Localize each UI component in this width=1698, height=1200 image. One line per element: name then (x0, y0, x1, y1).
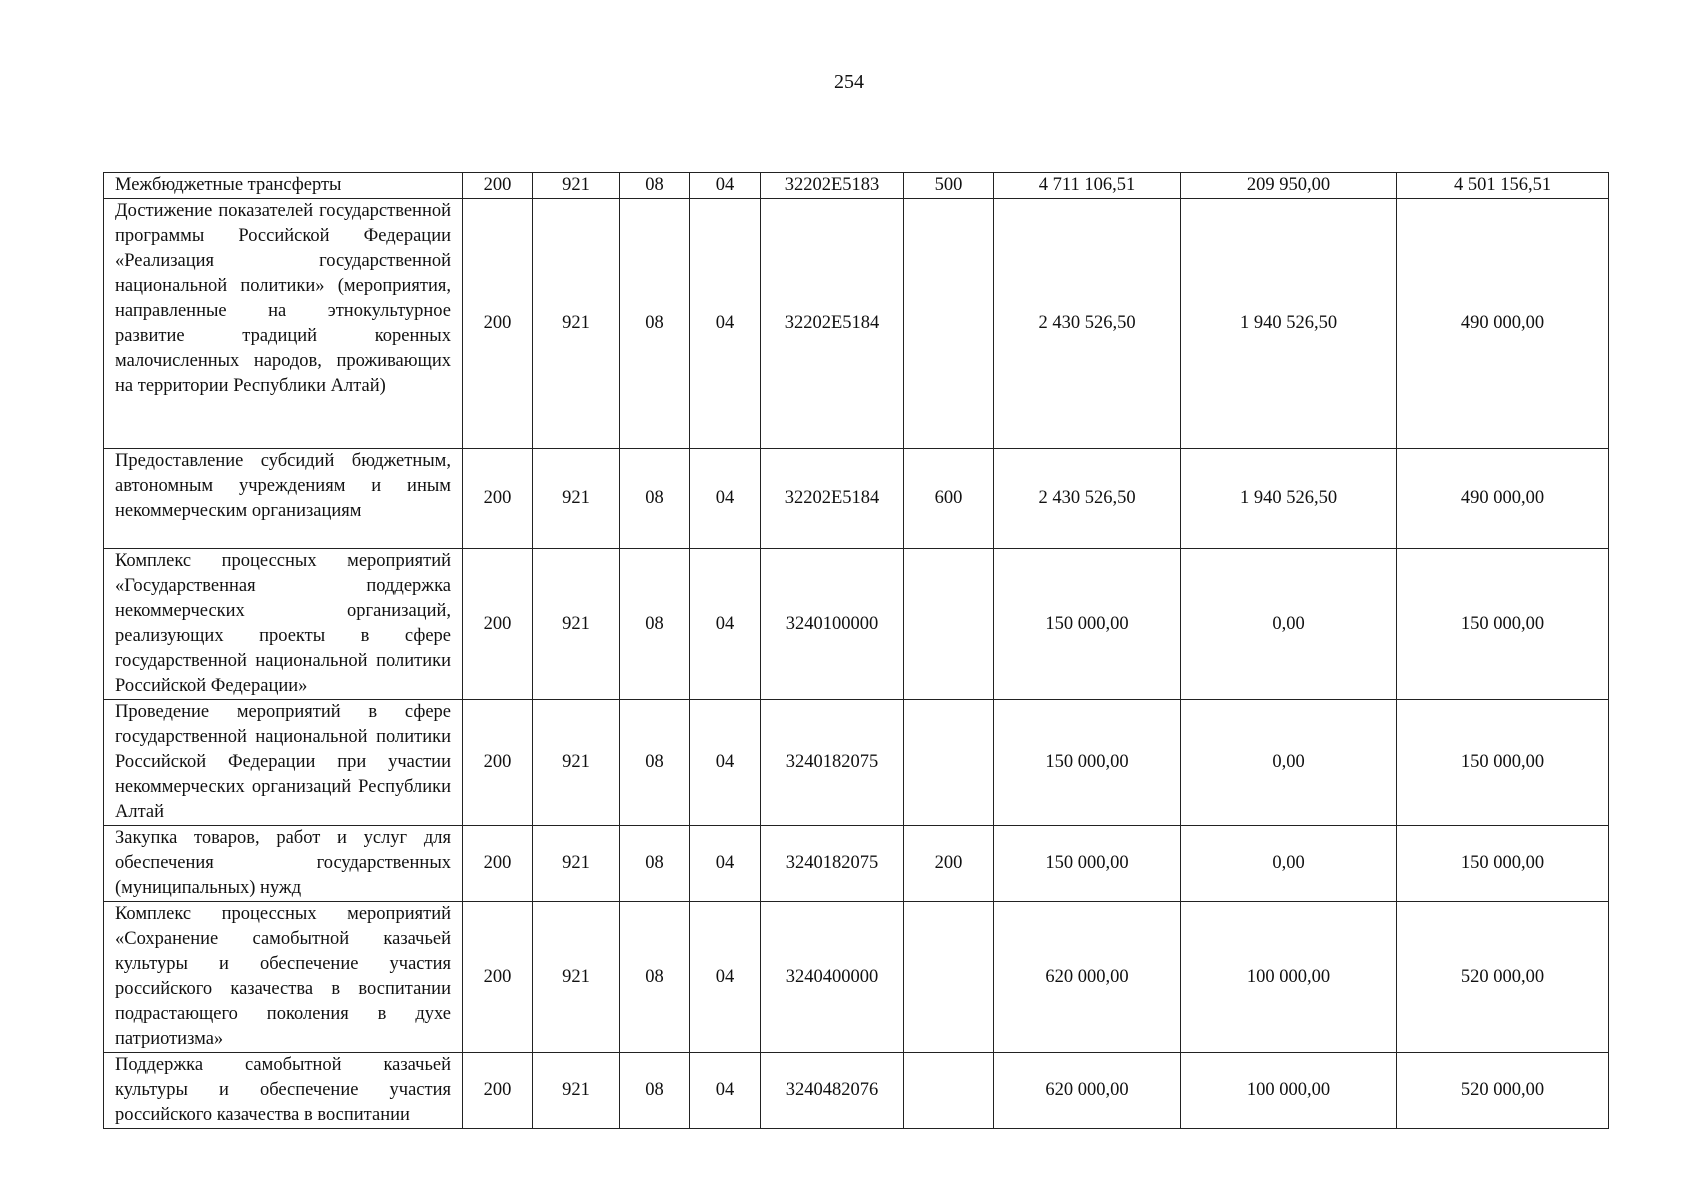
table-row (104, 902, 1609, 1053)
cell-expense-type: 600 (904, 449, 994, 549)
cell-amount-b: 4 501 156,51 (1397, 173, 1609, 199)
cell-code-3: 08 (620, 199, 690, 449)
row-name: Комплекс процессных мероприятий «Сохранение самобытной казачьей культуры и обеспечение участия российского казачества в воспитании подрастающего поколения в духе патриотизма» (104, 902, 463, 1053)
cell-code-3: 08 (620, 173, 690, 199)
cell-total: 620 000,00 (994, 1053, 1181, 1129)
cell-target-article: 3240400000 (761, 902, 904, 1053)
cell-code-1: 200 (463, 700, 533, 826)
cell-code-1: 200 (463, 826, 533, 902)
cell-expense-type (904, 700, 994, 826)
cell-amount-a: 0,00 (1181, 549, 1397, 700)
cell-total: 2 430 526,50 (994, 449, 1181, 549)
table-row (104, 449, 1609, 549)
cell-total: 4 711 106,51 (994, 173, 1181, 199)
cell-code-4: 04 (690, 1053, 761, 1129)
cell-amount-a: 1 940 526,50 (1181, 449, 1397, 549)
cell-total: 620 000,00 (994, 902, 1181, 1053)
cell-code-4: 04 (690, 826, 761, 902)
cell-code-2: 921 (533, 449, 620, 549)
cell-code-3: 08 (620, 902, 690, 1053)
cell-expense-type (904, 549, 994, 700)
cell-target-article: 3240182075 (761, 700, 904, 826)
cell-code-2: 921 (533, 700, 620, 826)
cell-code-3: 08 (620, 549, 690, 700)
cell-code-1: 200 (463, 199, 533, 449)
cell-code-1: 200 (463, 1053, 533, 1129)
cell-target-article: 32202E5184 (761, 199, 904, 449)
cell-amount-b: 520 000,00 (1397, 1053, 1609, 1129)
table-row (104, 1053, 1609, 1129)
cell-total: 150 000,00 (994, 826, 1181, 902)
cell-amount-a: 0,00 (1181, 700, 1397, 826)
cell-amount-b: 150 000,00 (1397, 826, 1609, 902)
table-row (104, 173, 1609, 199)
cell-code-2: 921 (533, 549, 620, 700)
cell-code-2: 921 (533, 173, 620, 199)
cell-code-4: 04 (690, 902, 761, 1053)
row-name: Достижение показателей государственной программы Российской Федерации «Реализация государственной национальной политики» (мероприятия, направленные на этнокультурное развитие традиций коренных малочисленных народов, проживающих на территории Республики Алтай) (104, 199, 463, 449)
row-name: Проведение мероприятий в сфере государственной национальной политики Российской Федерации при участии некоммерческих организаций Республики Алтай (104, 700, 463, 826)
cell-code-1: 200 (463, 449, 533, 549)
cell-code-2: 921 (533, 826, 620, 902)
cell-code-2: 921 (533, 902, 620, 1053)
cell-code-1: 200 (463, 902, 533, 1053)
cell-code-4: 04 (690, 549, 761, 700)
cell-amount-b: 150 000,00 (1397, 549, 1609, 700)
cell-code-3: 08 (620, 1053, 690, 1129)
cell-code-4: 04 (690, 199, 761, 449)
cell-code-3: 08 (620, 449, 690, 549)
table-row (104, 199, 1609, 449)
cell-code-2: 921 (533, 199, 620, 449)
cell-amount-b: 150 000,00 (1397, 700, 1609, 826)
cell-code-1: 200 (463, 549, 533, 700)
cell-total: 150 000,00 (994, 549, 1181, 700)
cell-expense-type (904, 1053, 994, 1129)
cell-amount-a: 100 000,00 (1181, 902, 1397, 1053)
cell-amount-a: 100 000,00 (1181, 1053, 1397, 1129)
table-row (104, 700, 1609, 826)
row-name: Межбюджетные трансферты (104, 173, 463, 199)
budget-table (103, 172, 1609, 1129)
cell-amount-a: 1 940 526,50 (1181, 199, 1397, 449)
cell-code-3: 08 (620, 700, 690, 826)
cell-target-article: 32202E5183 (761, 173, 904, 199)
cell-amount-a: 0,00 (1181, 826, 1397, 902)
cell-expense-type (904, 199, 994, 449)
cell-code-1: 200 (463, 173, 533, 199)
table-row (104, 826, 1609, 902)
cell-code-4: 04 (690, 173, 761, 199)
cell-code-2: 921 (533, 1053, 620, 1129)
table-row (104, 549, 1609, 700)
cell-target-article: 3240482076 (761, 1053, 904, 1129)
cell-expense-type (904, 902, 994, 1053)
row-name: Предоставление субсидий бюджетным, автономным учреждениям и иным некоммерческим организациям (104, 449, 463, 549)
cell-code-4: 04 (690, 449, 761, 549)
cell-amount-b: 490 000,00 (1397, 199, 1609, 449)
row-name: Закупка товаров, работ и услуг для обеспечения государственных (муниципальных) нужд (104, 826, 463, 902)
cell-target-article: 3240182075 (761, 826, 904, 902)
cell-amount-b: 490 000,00 (1397, 449, 1609, 549)
cell-total: 150 000,00 (994, 700, 1181, 826)
row-name: Комплекс процессных мероприятий «Государственная поддержка некоммерческих организаций, реализующих проекты в сфере государственной национальной политики Российской Федерации» (104, 549, 463, 700)
cell-code-4: 04 (690, 700, 761, 826)
cell-target-article: 3240100000 (761, 549, 904, 700)
row-name: Поддержка самобытной казачьей культуры и обеспечение участия российского казачества в воспитании (104, 1053, 463, 1129)
cell-code-3: 08 (620, 826, 690, 902)
page-number: 254 (834, 71, 864, 93)
cell-expense-type: 500 (904, 173, 994, 199)
cell-expense-type: 200 (904, 826, 994, 902)
cell-target-article: 32202E5184 (761, 449, 904, 549)
cell-amount-a: 209 950,00 (1181, 173, 1397, 199)
cell-total: 2 430 526,50 (994, 199, 1181, 449)
cell-amount-b: 520 000,00 (1397, 902, 1609, 1053)
